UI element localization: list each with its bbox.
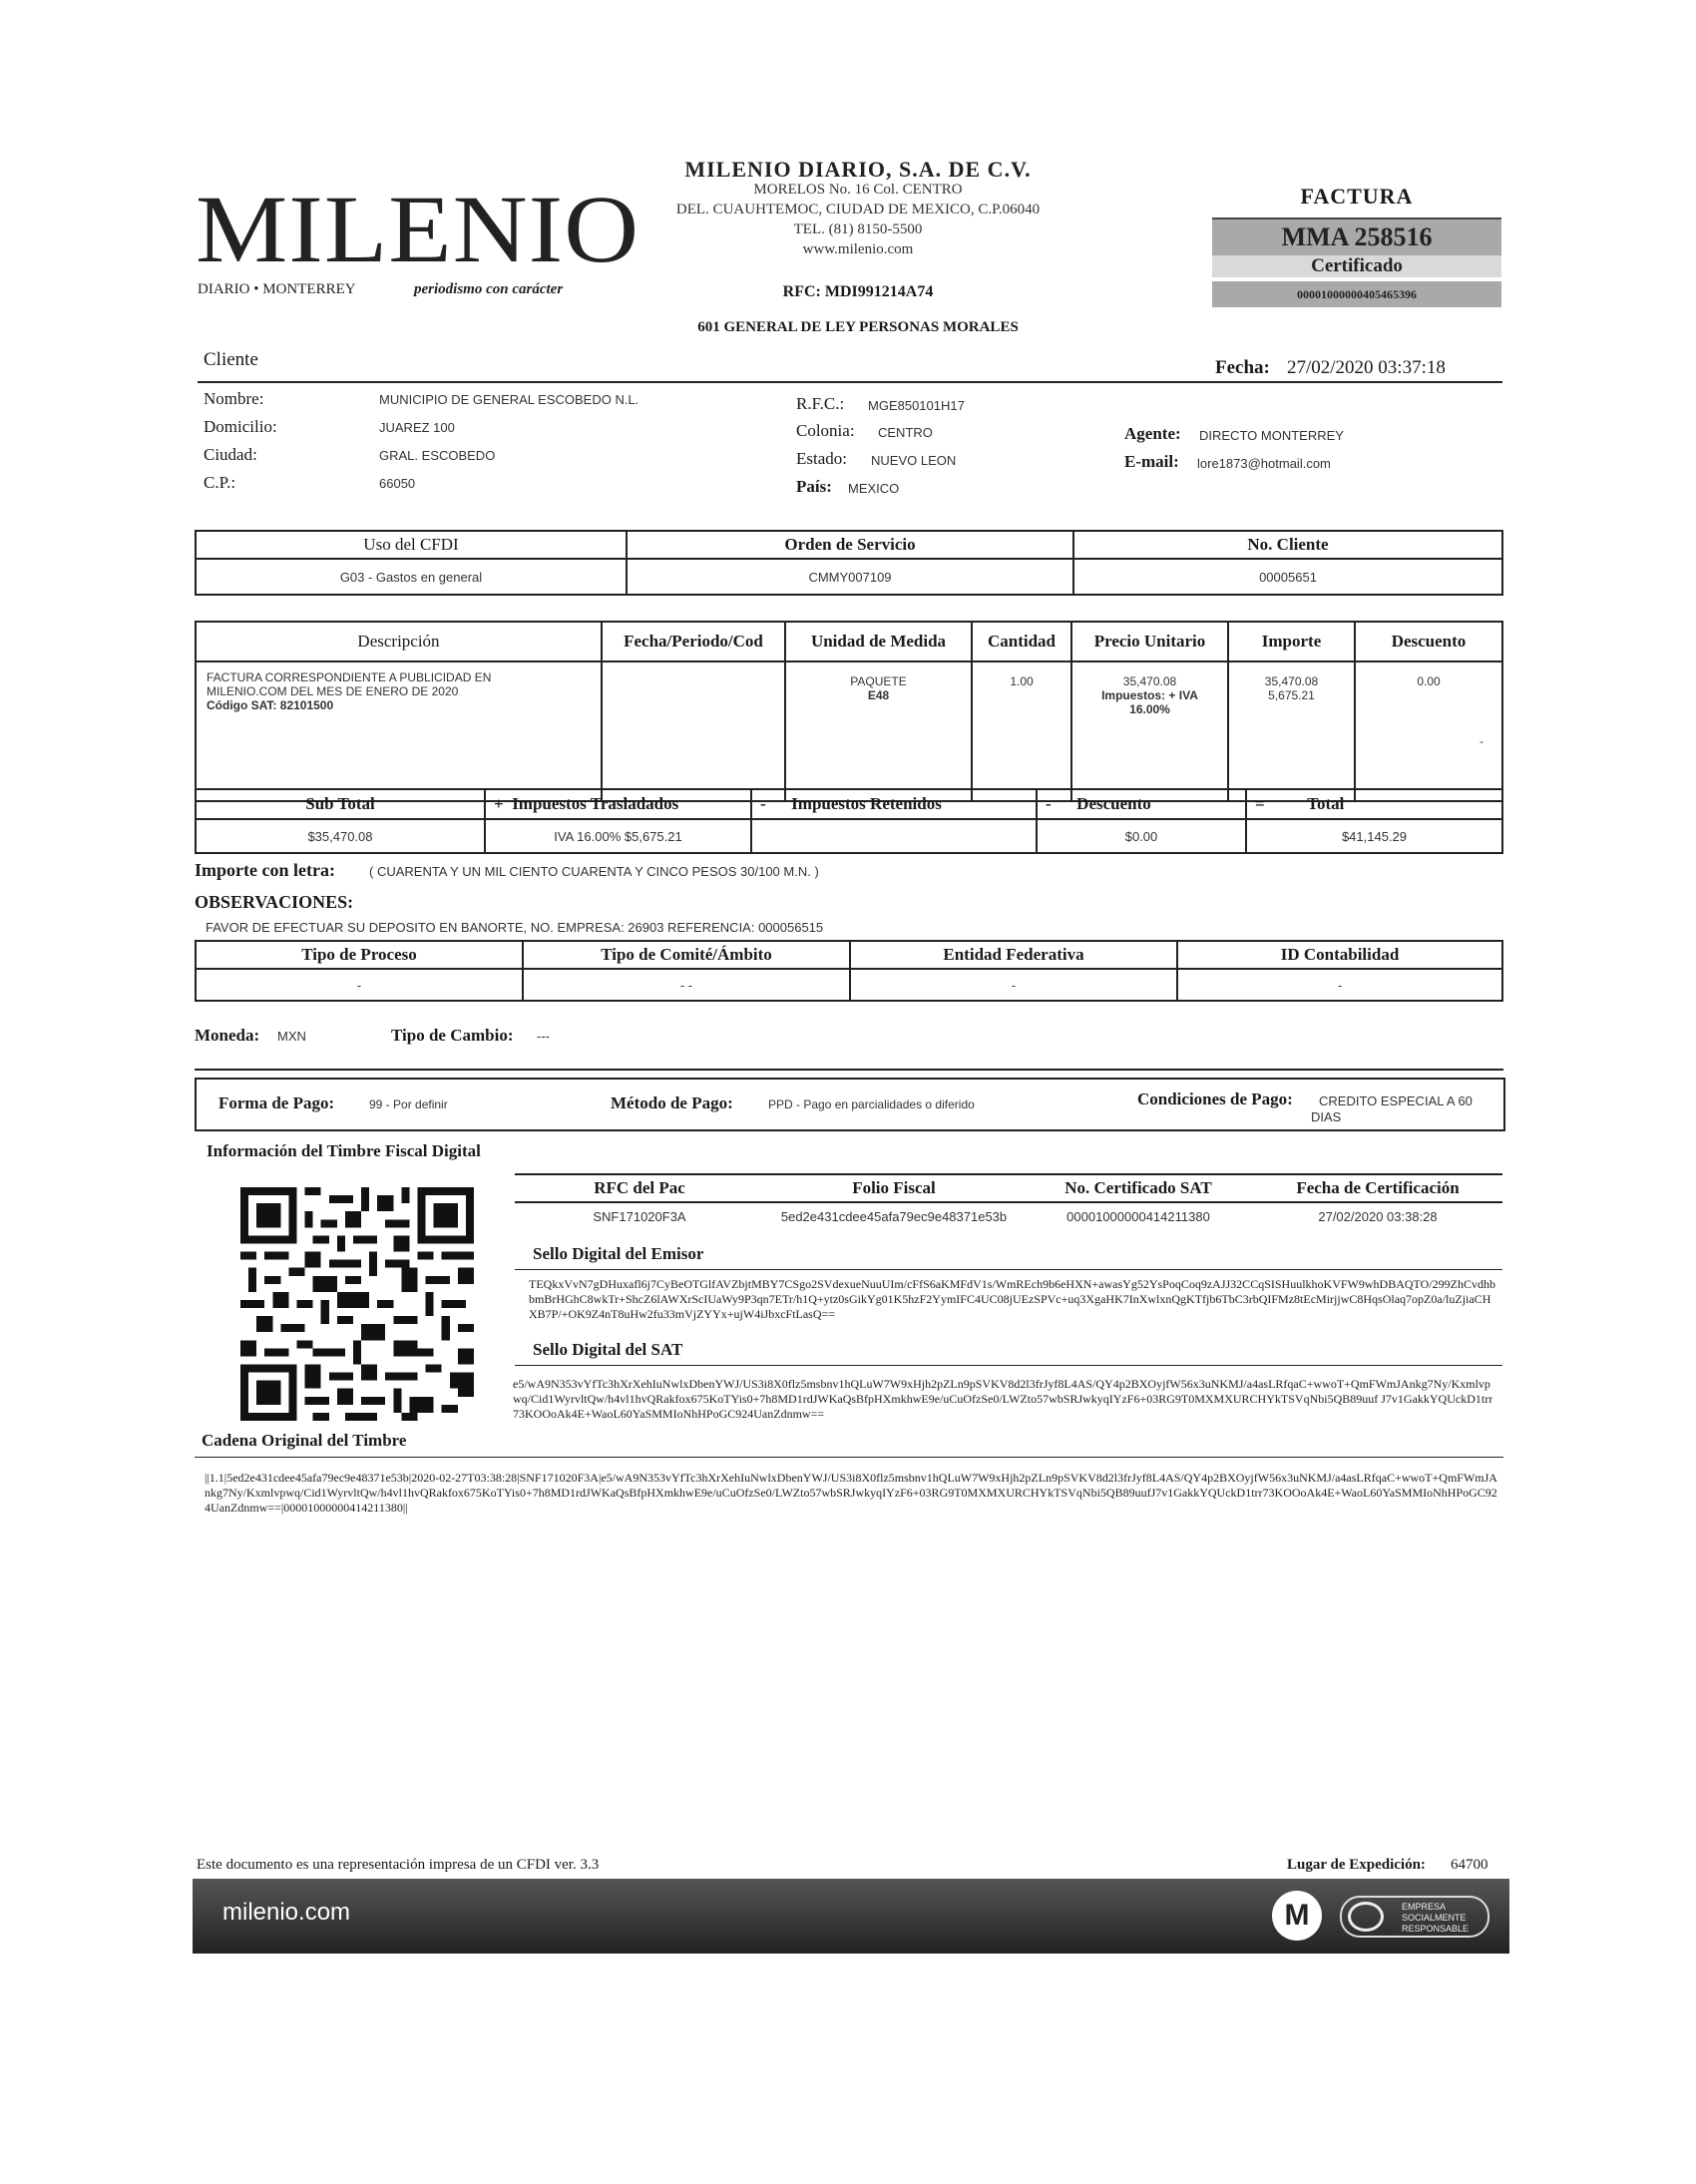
- domicilio-label: Domicilio:: [204, 417, 277, 436]
- tipo-cambio-label: Tipo de Cambio:: [391, 1026, 514, 1045]
- moneda-divider: [195, 1069, 1503, 1071]
- item-desc-line-2: MILENIO.COM DEL MES DE ENERO DE 2020: [207, 684, 459, 698]
- uso-cfdi-header: Uso del CFDI: [196, 531, 627, 559]
- footer-site: milenio.com: [222, 1899, 351, 1926]
- nombre-value: MUNICIPIO DE GENERAL ESCOBEDO N.L.: [379, 392, 639, 407]
- sello-emisor-label: Sello Digital del Emisor: [533, 1244, 704, 1263]
- company-name: MILENIO DIARIO, S.A. DE C.V.: [684, 157, 1032, 182]
- rfc-pac-value: SNF171020F3A: [515, 1202, 764, 1229]
- item-sat-code: Código SAT: 82101500: [207, 698, 334, 712]
- entidad-federativa-header: Entidad Federativa: [850, 941, 1177, 969]
- item-precio: [1071, 661, 1228, 801]
- orden-servicio-header: Orden de Servicio: [627, 531, 1073, 559]
- condiciones-pago-value-2: DIAS: [1311, 1109, 1342, 1124]
- logo-subtitle-right: periodismo con carácter: [414, 281, 564, 297]
- equals-sign: =: [1255, 794, 1265, 813]
- retenidos-label: Impuestos Retenidos: [791, 794, 942, 813]
- tipo-proceso-value: -: [196, 969, 523, 1001]
- totals-table: [195, 788, 1503, 854]
- folio-fiscal-header: Folio Fiscal: [764, 1174, 1024, 1202]
- trasladados-header: [485, 789, 751, 819]
- ciudad-value: GRAL. ESCOBEDO: [379, 448, 496, 463]
- company-phone: TEL. (81) 8150-5500: [793, 221, 923, 237]
- cliente-divider: [198, 381, 1502, 383]
- tipo-comite-value: - -: [523, 969, 850, 1001]
- factura-title: FACTURA: [1300, 184, 1414, 209]
- esr-line-3: RESPONSABLE: [1402, 1924, 1470, 1934]
- pais-value: MEXICO: [848, 481, 900, 496]
- importe-letra-value: ( CUARENTA Y UN MIL CIENTO CUARENTA Y CINCO PESOS 30/100 M.N. ): [369, 864, 819, 879]
- rfc-value: MGE850101H17: [868, 398, 965, 413]
- items-table: [195, 621, 1503, 802]
- fecha-value: 27/02/2020 03:37:18: [1287, 357, 1446, 378]
- descuento-header: Descuento: [1355, 622, 1502, 661]
- importe-letra-label: Importe con letra:: [195, 860, 335, 880]
- factura-number: MMA 258516: [1212, 218, 1501, 255]
- observaciones-text: FAVOR DE EFECTUAR SU DEPOSITO EN BANORTE, NO. EMPRESA: 26903 REFERENCIA: 000056515: [206, 920, 824, 935]
- sello-sat-divider: [515, 1365, 1502, 1366]
- condiciones-pago-value-1: CREDITO ESPECIAL A 60: [1319, 1093, 1473, 1108]
- factura-box: [1212, 218, 1501, 305]
- subtotal-header: Sub Total: [196, 789, 485, 819]
- moneda-value: MXN: [277, 1029, 306, 1044]
- sello-emisor-value: TEQkxVvN7gDHuxafl6j7CyBeOTGlfAVZbjtMBY7CSgo2SVdexueNuuUIm/cFfS6aKMFdV1s/WmREch9b6eHXN+awasYg52YsPoqCoq9zAJJ32CCqSISHuulkhoKVFW9whDBAQTO/299ZhCvdhbbmBrHGhC8wkTr+ShcZ6lAWXrScIUaWy9P3qn7ETr/h1Q+ytz0sGikYg01K5hzF2YymIFC4UC08jUEzSPVc+uq3XgaHK7InXwlxnQgKTfjb6TbC3rbQIFMz8tEcMirjjwC8HqsOlaq7opZ0a/luZjiaCHXB7P/+OK9Z4nT8uHw2fu33mVjZYYx+ujW4iJbxcFtLasQ==: [529, 1277, 1495, 1321]
- item-importe: [1228, 661, 1355, 801]
- email-value: lore1873@hotmail.com: [1197, 456, 1331, 471]
- total-label: Total: [1307, 794, 1345, 813]
- minus-sign: -: [760, 794, 766, 813]
- esr-logo: [1340, 1896, 1489, 1938]
- factura-status: Certificado: [1212, 255, 1501, 277]
- colonia-label: Colonia:: [796, 421, 855, 440]
- no-cliente-header: No. Cliente: [1073, 531, 1502, 559]
- cadena-original-label: Cadena Original del Timbre: [202, 1431, 407, 1450]
- item-unidad-line-2: E48: [867, 688, 890, 702]
- company-address-1: MORELOS No. 16 Col. CENTRO: [753, 182, 963, 198]
- sello-sat-value: e5/wA9N353vYfTc3hXrXehIuNwlxDbenYWJ/US3i8X0flz5msbnv1hQLuW7W9xHjh2pZLn9pSVKV8d2l3frJyf8L4AS/QY4p2BXOyjfW56x3uNKMJ/a4asLRfqaC+wwoT+QmFWmJAnkg7Ny/Kxmlvpwq/Cid1WyrvltQw/h4vl1hvQRakfox675KoTYis0+7h8MD1rdJWKaQsBfpHXmkhwE9e/uCuOfzSe0/LWZto57wbSRJwkyqIYzF6+03RG9T0MXMXURCHYkTSVqNbi5QB89uuf J7v1GakkYQUckD1trr73KOOoAk4E+WaoL60YaSMMIoNhHPoGC924UanZdnmw==: [513, 1377, 1493, 1421]
- sello-emisor-divider: [515, 1269, 1502, 1270]
- pais-label: País:: [796, 477, 832, 496]
- desc-header: Descripción: [196, 622, 602, 661]
- forma-pago-value: 99 - Por definir: [369, 1097, 448, 1111]
- retenidos-header: [751, 789, 1037, 819]
- id-contabilidad-value: -: [1177, 969, 1502, 1001]
- item-unidad-line-1: PAQUETE: [850, 674, 907, 688]
- rfc-pac-header: RFC del Pac: [515, 1174, 764, 1202]
- cert-sat-header: No. Certificado SAT: [1024, 1174, 1253, 1202]
- importe-header: Importe: [1228, 622, 1355, 661]
- uso-cfdi-value: G03 - Gastos en general: [196, 559, 627, 595]
- item-unidad: [785, 661, 972, 801]
- moneda-label: Moneda:: [195, 1026, 260, 1045]
- uso-cfdi-table: [195, 530, 1503, 596]
- precio-header: Precio Unitario: [1071, 622, 1228, 661]
- rfc-label: R.F.C.:: [796, 394, 845, 413]
- item-dash: -: [1480, 734, 1484, 748]
- forma-pago-label: Forma de Pago:: [218, 1093, 335, 1112]
- esr-line-1: EMPRESA: [1402, 1902, 1447, 1912]
- email-label: E-mail:: [1124, 452, 1179, 471]
- company-rfc: RFC: MDI991214A74: [782, 283, 934, 300]
- company-regimen: 601 GENERAL DE LEY PERSONAS MORALES: [697, 319, 1019, 335]
- milenio-m-logo: M: [1272, 1891, 1322, 1941]
- milenio-logo: MILENIO: [196, 176, 640, 282]
- ciudad-label: Ciudad:: [204, 445, 257, 464]
- tipo-proceso-header: Tipo de Proceso: [196, 941, 523, 969]
- timbre-title: Información del Timbre Fiscal Digital: [207, 1141, 481, 1160]
- id-contabilidad-header: ID Contabilidad: [1177, 941, 1502, 969]
- company-address-2: DEL. CUAUHTEMOC, CIUDAD DE MEXICO, C.P.06040: [675, 202, 1041, 218]
- footer-bar: [193, 1879, 1509, 1954]
- item-fecha-periodo: [602, 661, 785, 801]
- pago-box: [195, 1078, 1505, 1131]
- domicilio-value: JUAREZ 100: [379, 420, 455, 435]
- subtotal-value: $35,470.08: [196, 819, 485, 853]
- proceso-table: [195, 940, 1503, 1002]
- cantidad-header: Cantidad: [972, 622, 1071, 661]
- item-precio-line-1: 35,470.08: [1122, 674, 1177, 688]
- total-header: [1246, 789, 1502, 819]
- fecha-cert-header: Fecha de Certificación: [1253, 1174, 1502, 1202]
- cadena-original-value: ||1.1|5ed2e431cdee45afa79ec9e48371e53b|2020-02-27T03:38:28|SNF171020F3A|e5/wA9N353vYfTc3hXrXehIuNwlxDbenYWJ/US3i8X0flz5msbnv1hQLuW7W9xHjh2pZLn9pSVKV8d2l3frJyf8L4AS/QY4p2BXOyjfW56x3uNKMJ/a4asLRfqaC+wwoT+QmFWmJAnkg7Ny/Kxmlvpwq/Cid1WyrvltQw/h4vl1hvQRakfox675KoTYis0+7h8MD1rdJWKaQsBfpHXmkhwE9e/uCuOfzSe0/LWZto57wbSRJwkyqIYzF6+03RG9T0MXMXURCHYkTSVqNbi5QB89uufJ7v1GakkYQUckD1trr73KOOoAk4E+WaoL60YaSMMIoNhHPoGC924UanZdnmw==|00001000000414211380||: [205, 1471, 1497, 1515]
- no-cliente-value: 00005651: [1073, 559, 1502, 595]
- estado-label: Estado:: [796, 449, 847, 468]
- colonia-value: CENTRO: [878, 425, 933, 440]
- item-desc-line-1: FACTURA CORRESPONDIENTE A PUBLICIDAD EN: [207, 670, 492, 684]
- esr-line-2: SOCIALMENTE: [1402, 1913, 1467, 1923]
- item-precio-line-2: Impuestos: + IVA: [1101, 688, 1198, 702]
- lugar-expedicion-label: Lugar de Expedición:: [1287, 1857, 1426, 1873]
- total-value: $41,145.29: [1246, 819, 1502, 853]
- plus-sign: +: [494, 794, 504, 813]
- minus-sign-2: -: [1046, 794, 1052, 813]
- cadena-divider: [195, 1457, 1503, 1458]
- agente-label: Agente:: [1124, 424, 1181, 443]
- folio-fiscal-value: 5ed2e431cdee45afa79ec9e48371e53b: [764, 1202, 1024, 1229]
- condiciones-pago-label: Condiciones de Pago:: [1137, 1090, 1293, 1108]
- descuento-total-value: $0.00: [1037, 819, 1246, 853]
- cliente-section-label: Cliente: [204, 349, 258, 370]
- item-cantidad: 1.00: [972, 661, 1071, 801]
- unidad-header: Unidad de Medida: [785, 622, 972, 661]
- trasladados-value: IVA 16.00% $5,675.21: [485, 819, 751, 853]
- item-importe-line-2: 5,675.21: [1268, 688, 1315, 702]
- item-descuento: [1355, 661, 1502, 801]
- tipo-cambio-value: ---: [537, 1029, 550, 1044]
- nombre-label: Nombre:: [204, 389, 264, 408]
- timbre-table: [515, 1173, 1502, 1229]
- estado-value: NUEVO LEON: [871, 453, 957, 468]
- observaciones-label: OBSERVACIONES:: [195, 892, 354, 912]
- esr-ring-icon: [1348, 1902, 1384, 1932]
- entidad-federativa-value: -: [850, 969, 1177, 1001]
- metodo-pago-value: PPD - Pago en parcialidades o diferido: [768, 1097, 975, 1111]
- lugar-expedicion-value: 64700: [1451, 1857, 1488, 1873]
- cp-label: C.P.:: [204, 473, 236, 492]
- cfdi-representacion: Este documento es una representación impresa de un CFDI ver. 3.3: [197, 1857, 600, 1873]
- orden-servicio-value: CMMY007109: [627, 559, 1073, 595]
- trasladados-label: Impuestos Trasladados: [512, 794, 679, 813]
- descuento-label: Descuento: [1076, 794, 1151, 813]
- fecha-cert-value: 27/02/2020 03:38:28: [1253, 1202, 1502, 1229]
- fecha-periodo-header: Fecha/Periodo/Cod: [602, 622, 785, 661]
- tipo-comite-header: Tipo de Comité/Ámbito: [523, 941, 850, 969]
- retenidos-value: [751, 819, 1037, 853]
- factura-cert-number: 00001000000405465396: [1212, 281, 1501, 307]
- item-description: [196, 661, 602, 801]
- qr-code-graphic: [240, 1187, 474, 1421]
- company-web: www.milenio.com: [802, 241, 914, 257]
- fecha-label: Fecha:: [1215, 357, 1270, 378]
- cert-sat-value: 00001000000414211380: [1024, 1202, 1253, 1229]
- item-importe-line-1: 35,470.08: [1264, 674, 1319, 688]
- agente-value: DIRECTO MONTERREY: [1199, 428, 1344, 443]
- company-block: [599, 157, 1117, 259]
- item-descuento-value: 0.00: [1417, 674, 1441, 688]
- metodo-pago-label: Método de Pago:: [611, 1093, 733, 1112]
- cp-value: 66050: [379, 476, 416, 491]
- logo-subtitle-left: DIARIO • MONTERREY: [198, 281, 356, 297]
- item-precio-line-3: 16.00%: [1129, 702, 1170, 716]
- descuento-total-header: [1037, 789, 1246, 819]
- sello-sat-label: Sello Digital del SAT: [533, 1340, 683, 1359]
- qr-code: [240, 1187, 474, 1421]
